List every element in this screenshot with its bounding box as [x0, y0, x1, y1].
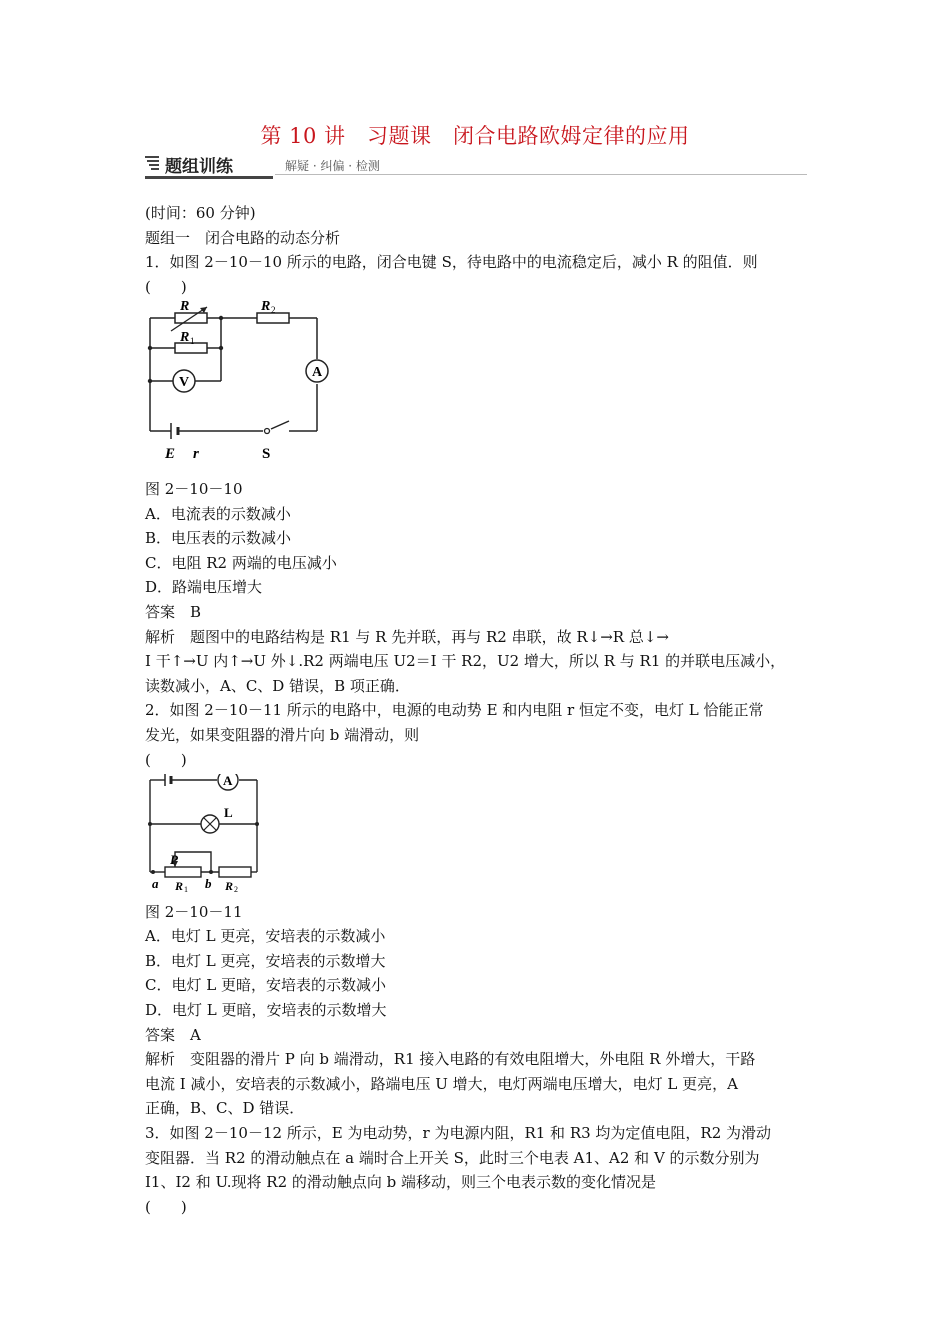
q2-figure-caption: 图 2－10－11 — [145, 902, 243, 921]
document-body — [145, 201, 810, 1219]
q1-analysis-line-3: 读数减小，A、C、D 错误，B 项正确． — [145, 676, 410, 695]
circuit-diagram-2 — [145, 774, 275, 892]
label-l: L — [224, 805, 233, 821]
label-r2-sub: 2 — [234, 885, 238, 893]
label-e: E — [165, 446, 176, 463]
q2-stem-line-2: 发光，如果变阻器的滑片向 b 端滑动，则 — [145, 725, 420, 744]
label-r2: R — [225, 879, 234, 893]
q1-option-a: A．电流表的示数减小 — [145, 504, 291, 523]
label-a-end: a — [152, 876, 159, 892]
resistor-r1 — [165, 867, 201, 877]
label-r: R — [180, 301, 190, 315]
resistor-r2 — [219, 867, 251, 877]
label-p: P — [170, 852, 178, 868]
label-r1-sub: 1 — [184, 885, 188, 893]
q3-stem-line-3: I1、I2 和 U.现将 R2 的滑动触点向 b 端移动，则三个电表示数的变化情况是 — [145, 1173, 657, 1192]
section-rule — [275, 174, 807, 175]
section-header — [145, 152, 807, 178]
label-s: S — [262, 446, 271, 463]
section-stripes-icon — [145, 156, 159, 170]
page-title: 第 10 讲 习题课 闭合电路欧姆定律的应用 — [260, 124, 690, 148]
group-title: 题组一 闭合电路的动态分析 — [145, 228, 341, 247]
q3-paren: ( ) — [145, 1197, 187, 1216]
section-subtitle: 解疑 · 纠偏 · 检测 — [285, 159, 380, 173]
q1-analysis-line-2: I 干↑→U 内↑→U 外↓.R2 两端电压 U2＝I 干 R2，U2 增大，所以 R 与 R1 的并联电压减小， — [145, 652, 786, 671]
q1-circuit-figure — [145, 301, 810, 477]
q1-option-d: D．路端电压增大 — [145, 578, 263, 597]
q3-stem-line-2: 变阻器．当 R2 的滑动触点在 a 端时合上开关 S，此时三个电表 A1、A2 和 V 的示数分别为 — [145, 1148, 760, 1167]
q2-analysis-line-1: 解析 变阻器的滑片 P 向 b 端滑动，R1 接入电路的有效电阻增大，外电阻 R 外增大，干路 — [145, 1050, 756, 1069]
q1-analysis-line-1: 解析 题图中的电路结构是 R1 与 R 先并联，再与 R2 串联，故 R↓→R 总↓→ — [145, 627, 669, 646]
label-v: V — [179, 375, 190, 391]
label-b-end: b — [205, 876, 212, 892]
label-r1: R — [180, 330, 190, 346]
q2-analysis-line-2: 电流 I 减小，安培表的示数减小，路端电压 U 增大，电灯两端电压增大，电灯 L 更亮，A — [145, 1074, 738, 1093]
section-heading: 题组训练 — [165, 157, 233, 177]
q2-circuit-figure — [145, 774, 810, 900]
q1-figure-caption: 图 2－10－10 — [145, 479, 243, 498]
label-ammeter: A — [223, 774, 233, 789]
q2-option-a: A．电灯 L 更亮，安培表的示数减小 — [145, 927, 386, 946]
label-r2-sub: 2 — [271, 305, 276, 316]
q2-stem-line-1: 2．如图 2－10－11 所示的电路中，电源的电动势 E 和内电阻 r 恒定不变，电灯 L 恰能正常 — [145, 701, 764, 720]
q2-option-d: D．电灯 L 更暗，安培表的示数增大 — [145, 1001, 387, 1020]
q2-analysis-line-3: 正确，B、C、D 错误． — [145, 1099, 305, 1118]
label-r1-sub: 1 — [190, 336, 195, 347]
q1-paren: ( ) — [145, 277, 187, 296]
label-a: A — [312, 365, 323, 381]
q3-stem-line-1: 3．如图 2－10－12 所示，E 为电动势，r 为电源内阻，R1 和 R3 均为定值电阻，R2 为滑动 — [145, 1124, 772, 1143]
q1-option-c: C．电阻 R2 两端的电压减小 — [145, 553, 337, 572]
circuit-diagram-1 — [145, 301, 335, 469]
q1-option-b: B．电压表的示数减小 — [145, 529, 292, 548]
q1-stem: 1．如图 2－10－10 所示的电路，闭合电键 S，待电路中的电流稳定后，减小 R 的阻值．则 — [145, 253, 758, 272]
label-r-internal: r — [193, 446, 199, 463]
time-note: (时间：60 分钟) — [145, 204, 256, 222]
label-r1: R — [175, 879, 184, 893]
switch-icon — [265, 429, 270, 434]
label-r2: R — [261, 301, 271, 315]
q2-paren: ( ) — [145, 750, 187, 769]
q2-answer: 答案 A — [145, 1025, 201, 1044]
q1-answer: 答案 B — [145, 602, 202, 621]
q2-option-c: C．电灯 L 更暗，安培表的示数减小 — [145, 976, 386, 995]
q2-option-b: B．电灯 L 更亮，安培表的示数增大 — [145, 951, 386, 970]
